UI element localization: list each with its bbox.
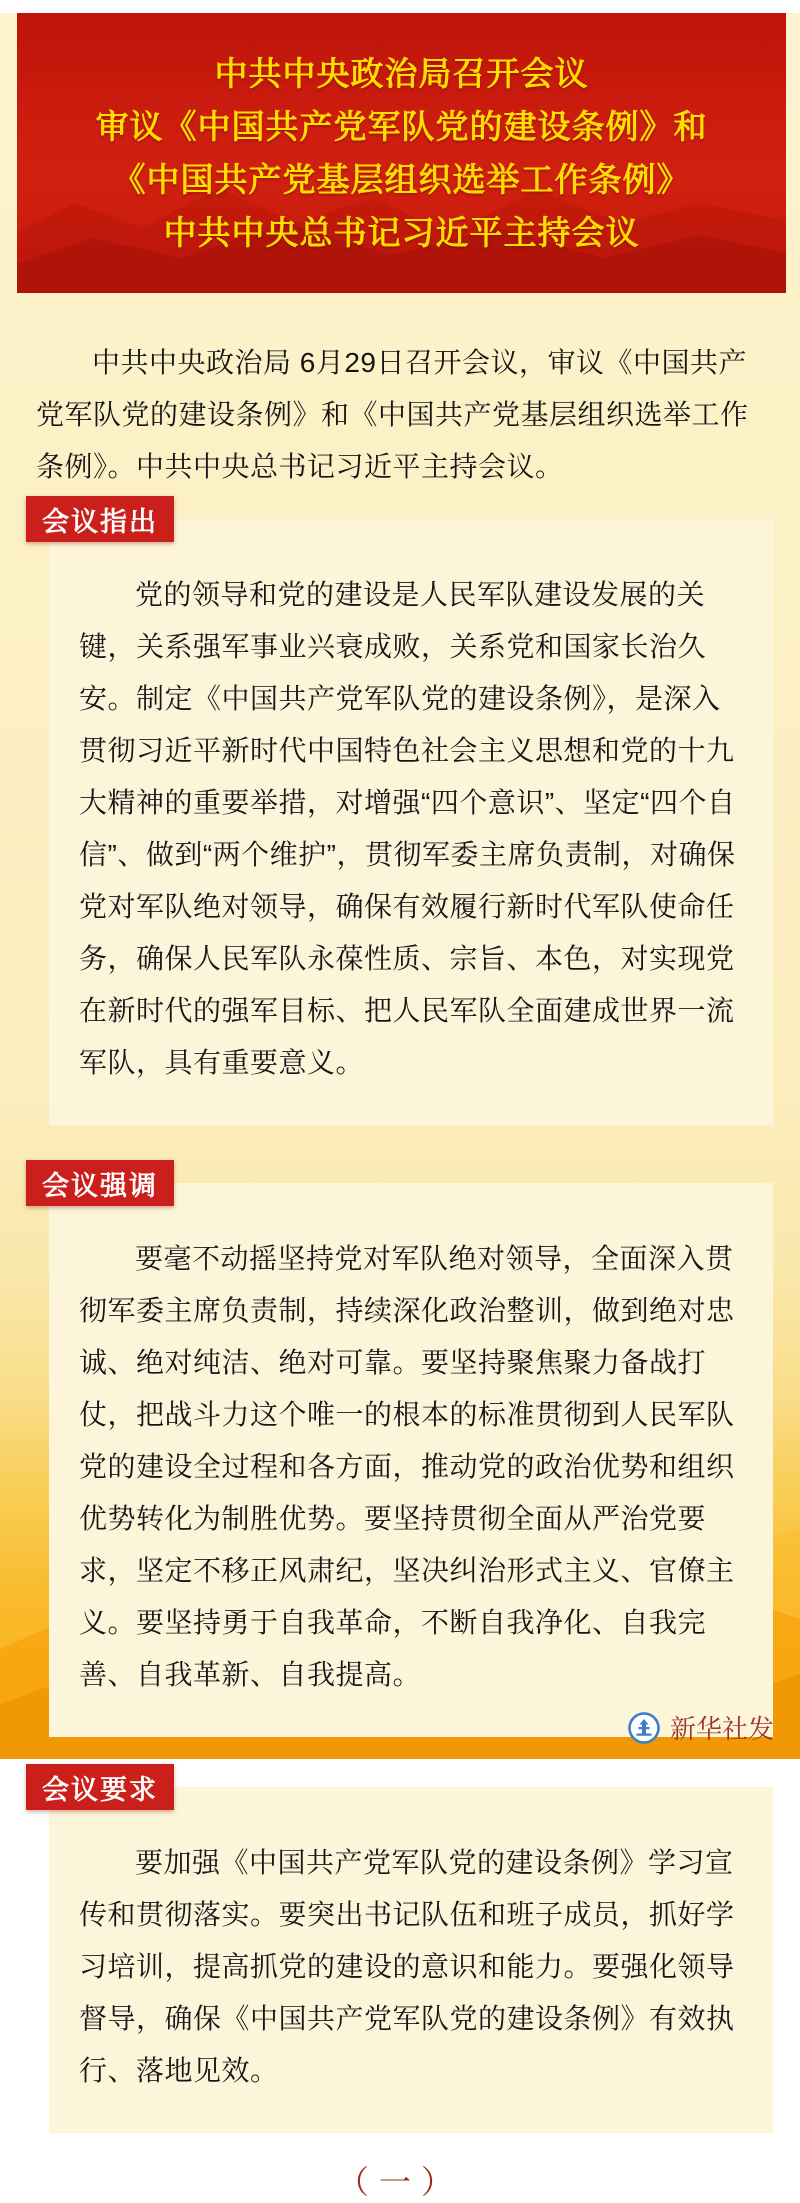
- section-body-text: 党的领导和党的建设是人民军队建设发展的关键，关系强军事业兴衰成败，关系党和国家长治久安。制定《中国共产党军队党的建设条例》，是深入贯彻习近平新时代中国特色社会主义思想和党的十九大精神的重要举措，对增强“四个意识”、坚定“四个自信”、做到“两个维护”，贯彻军委主席负责制，对确保党对军队绝对领导，确保有效履行新时代军队使命任务，确保人民军队永葆性质、宗旨、本色，对实现党在新时代的强军目标、把人民军队全面建成世界一流军队，具有重要意义。: [49, 519, 773, 1125]
- title-line-2: 审议《中国共产党军队党的建设条例》和: [95, 108, 708, 145]
- credit-text: 新华社发: [669, 1714, 774, 1744]
- poster-content: [0, 13, 800, 2203]
- intro-paragraph: 中共中央政治局 6月29日召开会议，审议《中国共产党军队党的建设条例》和《中国共产党基层组织选举工作条例》。中共中央总书记习近平主持会议。: [36, 347, 749, 482]
- xinhua-logo-icon: [628, 1712, 660, 1744]
- section-body-text: 要毫不动摇坚持党对军队绝对领导，全面深入贯彻军委主席负责制，持续深化政治整训，做到绝对忠诚、绝对纯洁、绝对可靠。要坚持聚焦聚力备战打仗，把战斗力这个唯一的根本的标准贯彻到人民军队党的建设全过程和各方面，推动党的政治优势和组织优势转化为制胜优势。要坚持贯彻全面从严治党要求，坚定不移正风肃纪，坚决纠治形式主义、官僚主义。要坚持勇于自我革命，不断自我净化、自我完善、自我革新、自我提高。: [49, 1183, 773, 1737]
- title-line-1: 中共中央政治局召开会议: [214, 55, 589, 92]
- section-label: 会议强调: [26, 1160, 174, 1206]
- title-line-4: 中共中央总书记习近平主持会议: [163, 214, 640, 251]
- agency-credit: [628, 1709, 774, 1746]
- section-label: 会议要求: [26, 1764, 174, 1810]
- section-meeting-stressed: [0, 1160, 800, 1737]
- header-banner: [17, 13, 786, 293]
- news-poster: [0, 13, 800, 2200]
- page-number: （一）: [336, 2164, 463, 2200]
- section-body-text: 要加强《中国共产党军队党的建设条例》学习宣传和贯彻落实。要突出书记队伍和班子成员，抓好学习培训，提高抓党的建设的意识和能力。要强化领导督导，确保《中国共产党军队党的建设条例》有效执行、落地见效。: [49, 1787, 773, 2133]
- section-label: 会议指出: [26, 496, 174, 542]
- section-meeting-demanded: [0, 1764, 800, 2133]
- poster-title: [17, 13, 786, 293]
- title-line-3: 《中国共产党基层组织选举工作条例》: [112, 161, 691, 198]
- section-meeting-pointed-out: [0, 496, 800, 1125]
